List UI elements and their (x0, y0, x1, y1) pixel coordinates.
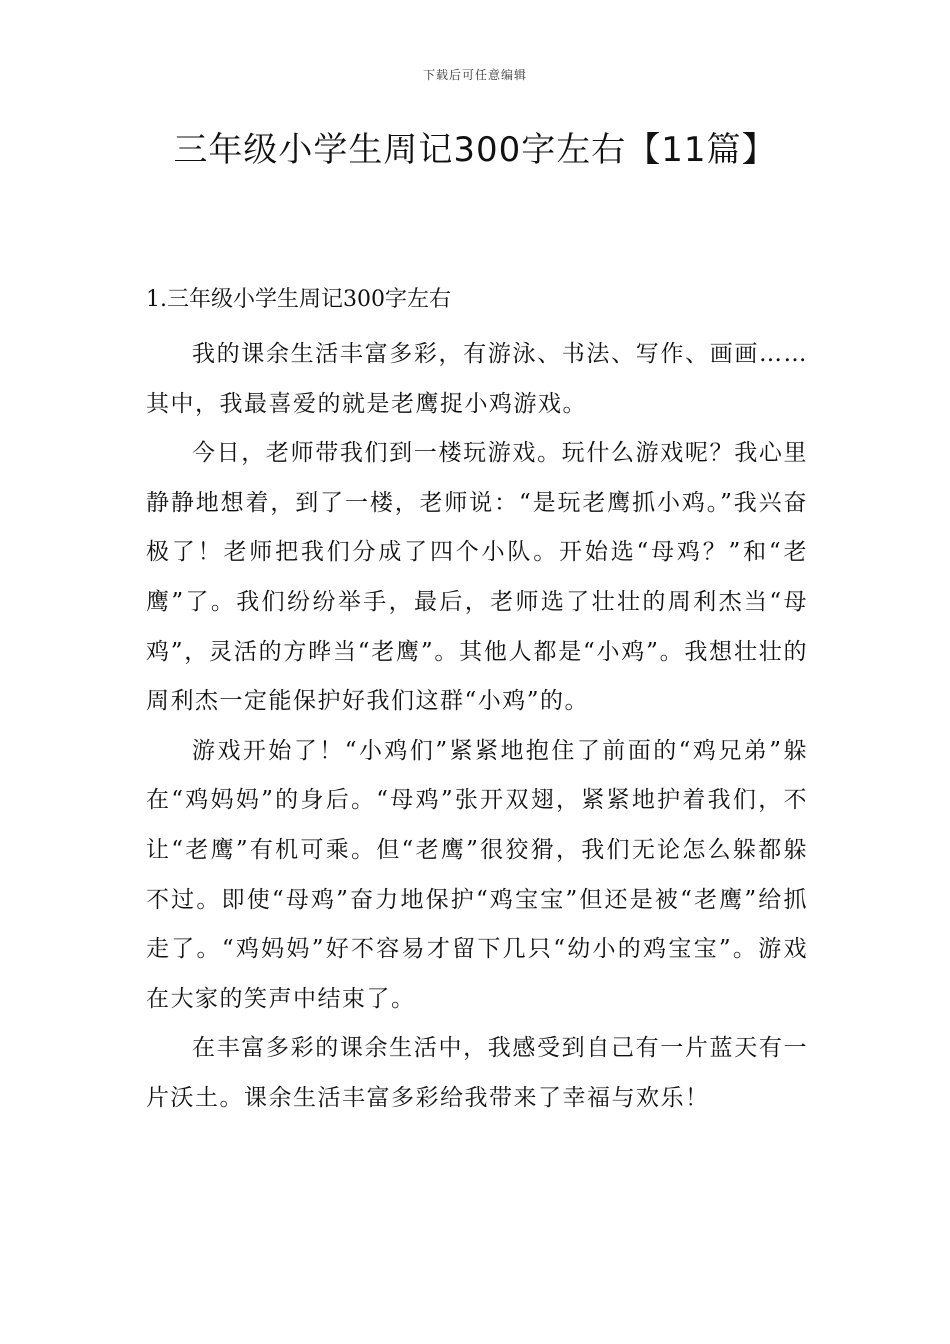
paragraph: 今日，老师带我们到一楼玩游戏。玩什么游戏呢？我心里静静地想着，到了一楼，老师说：“是玩老鹰抓小鸡。”我兴奋极了！老师把我们分成了四个小队。开始选“母鸡？”和“老鹰”了。我们纷纷举手，最后，老师选了壮壮的周利杰当“母鸡”，灵活的方晔当“老鹰”。其他人都是“小鸡”。我想壮壮的周利杰一定能保护好我们这群“小鸡”的。 (146, 440, 808, 715)
document-title: 三年级小学生周记300字左右【11篇】 (173, 130, 777, 170)
paragraph: 游戏开始了！“小鸡们”紧紧地抱住了前面的“鸡兄弟”躲在“鸡妈妈”的身后。“母鸡”张开双翅，紧紧地护着我们，不让“老鹰”有机可乘。但“老鹰”很狡猾，我们无论怎么躲都躲不过。即使“母鸡”奋力地保护“鸡宝宝”但还是被“老鹰”给抓走了。“鸡妈妈”好不容易才留下几只“幼小的鸡宝宝”。游戏在大家的笑声中结束了。 (146, 737, 808, 1012)
paragraph: 在丰富多彩的课余生活中，我感受到自己有一片蓝天有一片沃土。课余生活丰富多彩给我带来了幸福与欢乐！ (146, 1035, 808, 1111)
section-heading: 1.三年级小学生周记300字左右 (146, 287, 451, 312)
paragraph: 我的课余生活丰富多彩，有游泳、书法、写作、画画……其中，我最喜爱的就是老鹰捉小鸡游戏。 (146, 341, 808, 417)
document-body (146, 280, 808, 1124)
header-note: 下载后可任意编辑 (422, 68, 527, 82)
